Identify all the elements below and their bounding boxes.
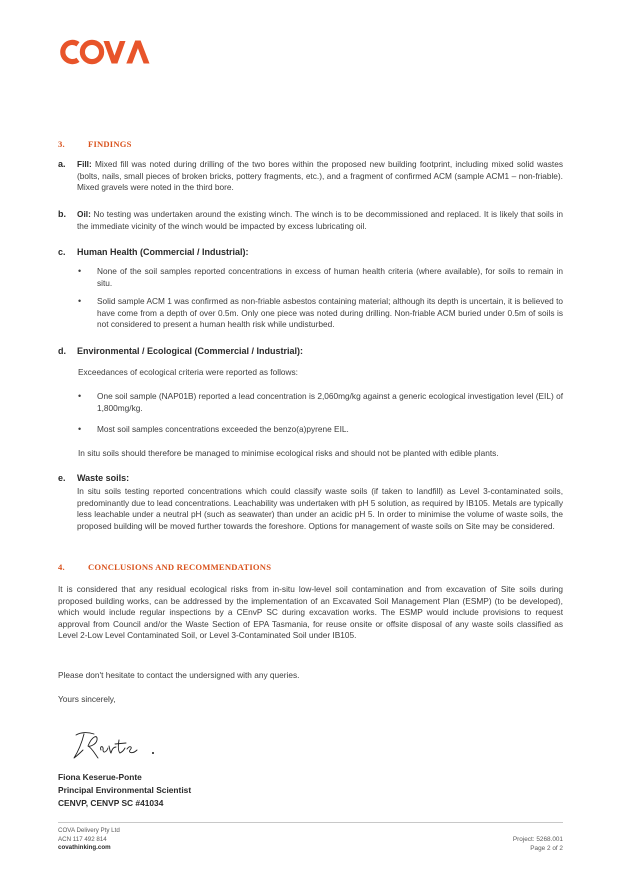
footer-divider xyxy=(58,822,563,823)
bullet-text: Most soil samples concentrations exceeded the benzo(a)pyrene EIL. xyxy=(97,424,349,434)
contact-line: Please don't hesitate to contact the undersigned with any queries. xyxy=(58,670,300,680)
bullet-dot: • xyxy=(78,391,82,401)
section-title: CONCLUSIONS AND RECOMMENDATIONS xyxy=(88,562,272,572)
item-letter: b. xyxy=(58,209,66,219)
footer-company: COVA Delivery Pty Ltd xyxy=(58,827,120,834)
item-title: Oil: xyxy=(77,209,91,219)
signatory-role: Principal Environmental Scientist xyxy=(58,785,192,795)
bullet-dot: • xyxy=(78,424,82,434)
conclusions-paragraph: It is considered that any residual ecological risks from in-situ low-level soil contamination and from excavation of Site soils during proposed building works, can be addressed by the implementation of an Excavated Soil Management Plan (ESMP) (to be developed), which would include regular inspections by a CEnvP SC during excavation works. The ESMP would include provisions to request approval from Council and/or the Waste Section of EPA Tasmania, for reuse onsite or offsite disposal of any waste soils classified as Level 2-Low Level Contaminated Soil, or Level 3-Contaminated Soil under IB105. xyxy=(58,584,563,641)
item-letter: d. xyxy=(58,346,66,356)
signatory-credential: CENVP, CENVP SC #41034 xyxy=(58,798,164,808)
item-heading: Human Health (Commercial / Industrial): xyxy=(77,247,249,257)
bullet-text: None of the soil samples reported concentrations in excess of human health criteria (where available), for soils to remain in situ. xyxy=(97,266,563,288)
section-heading-conclusions xyxy=(58,562,271,572)
footer-project: Project: 5268.001 xyxy=(512,836,563,843)
item-heading: Environmental / Ecological (Commercial / Industrial): xyxy=(77,346,304,356)
section-title: FINDINGS xyxy=(88,139,132,149)
waste-text: In situ soils testing reported concentrations which could classify waste soils (if taken to landfill) as Level 3-contaminated soils, predominantly due to lead concentrations. Leachability was undertaken with pH 5 solution, as required by IB105. Metals are typically less leachable under a neutral pH (such as seawater) than under an acidic pH 5. In order to minimise the volume of waste soils, the proposed building will be moved further towards the foreshore. Options for management of waste soils on Site may be considered. xyxy=(77,486,563,531)
signature-block xyxy=(58,771,191,810)
item-text: No testing was undertaken around the existing winch. The winch is to be decommissioned and replaced. It is likely that soils in the immediate vicinity of the winch would be impacted by excess lubricating oil. xyxy=(77,209,563,231)
cova-logo xyxy=(58,38,150,66)
handwritten-signature xyxy=(70,728,162,764)
item-letter: a. xyxy=(58,159,66,169)
bullet-dot: • xyxy=(78,296,82,306)
item-body xyxy=(77,209,563,232)
item-text: Mixed fill was noted during drilling of the two bores within the proposed new building footprint, including mixed solid wastes (bolts, nails, small pieces of broken bricks, pottery fragments, etc.), and a fragment of confirmed ACM (sample ACM1 – non-friable). Mixed gravels were noted in the third bore. xyxy=(77,159,563,193)
environmental-outro: In situ soils should therefore be managed to minimise ecological risks and should not be planted with edible plants. xyxy=(78,448,499,458)
footer-page-info xyxy=(513,836,563,853)
bullet-text: One soil sample (NAP01B) reported a lead concentration is 2,060mg/kg against a generic ecological investigation level (EIL) of 1,800mg/kg. xyxy=(97,391,563,413)
section-heading-findings xyxy=(58,139,132,149)
section-number: 4. xyxy=(58,562,65,572)
closing-line: Yours sincerely, xyxy=(58,694,116,704)
footer-company-info xyxy=(58,827,120,853)
item-letter: c. xyxy=(58,247,66,257)
section-number: 3. xyxy=(58,139,65,149)
item-letter: e. xyxy=(58,473,66,483)
item-body xyxy=(77,159,563,194)
footer-acn: ACN 117 492 814 xyxy=(58,835,107,843)
signatory-name: Fiona Keserue-Ponte xyxy=(58,772,142,782)
bullet-dot: • xyxy=(78,266,82,276)
footer-page-number: Page 2 of 2 xyxy=(530,844,563,852)
bullet-text: Solid sample ACM 1 was confirmed as non-friable asbestos containing material; although its depth is uncertain, it is believed to have come from a depth of over 0.5m. Only one piece was noted during drilling. Non-friable ACM buried under 0.5m of soils is not considered to present a human health risk while undisturbed. xyxy=(97,296,563,330)
environmental-intro: Exceedances of ecological criteria were reported as follows: xyxy=(78,367,298,377)
item-heading: Waste soils: xyxy=(77,473,130,483)
item-title: Fill: xyxy=(77,159,92,169)
footer-website-link[interactable]: covathinking.com xyxy=(58,844,111,852)
